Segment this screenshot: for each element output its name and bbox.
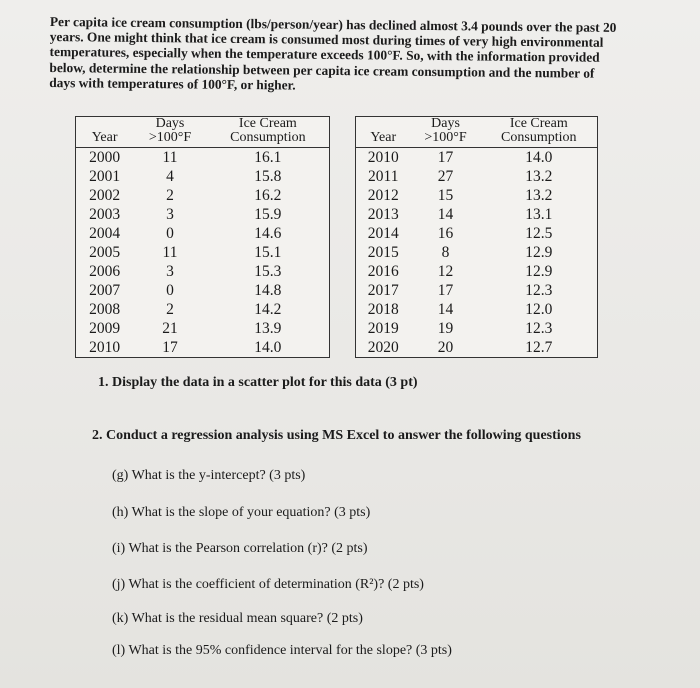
subquestion-l: (l) What is the 95% confidence interval for the slope? (3 pts) (112, 643, 452, 658)
cell-ice: 13.9 (254, 320, 282, 337)
intro-paragraph: Per capita ice cream consumption (lbs/person/year) has declined almost 3.4 pounds over the past 20 years. One might think that ice cream is consumed most during times of very high environmental temperatures, especially when the temperature exceeds 100°F. So, with the information provided below, determine the relationship between per capita ice cream consumption and the number of days with temperatures of 100°F, or higher. (49, 14, 617, 93)
cell-days: 14 (437, 206, 454, 223)
cell-ice: 16.2 (254, 187, 282, 204)
cell-days: 17 (437, 282, 454, 299)
table-row (356, 224, 598, 243)
cell-year: 2000 (89, 149, 121, 166)
table-row (76, 148, 330, 168)
table-row (356, 186, 598, 205)
table-row (76, 243, 330, 262)
cell-days: 0 (166, 282, 174, 299)
cell-year: 2015 (367, 244, 399, 261)
cell-days: 19 (437, 320, 454, 337)
table-row (356, 243, 598, 262)
cell-ice: 16.1 (254, 149, 282, 166)
cell-ice: 15.8 (254, 168, 282, 185)
table-row (356, 319, 598, 338)
cell-ice: 12.5 (525, 225, 553, 242)
header-year: Year (76, 117, 134, 148)
table-row (356, 262, 598, 281)
header-year: Year (356, 117, 411, 148)
subquestion-j: (j) What is the coefficient of determination (R²)? (2 pts) (112, 577, 424, 592)
table-header-row (76, 117, 330, 148)
cell-days: 2 (166, 301, 174, 318)
table-row (76, 205, 330, 224)
data-table-left (75, 116, 330, 358)
table-row (76, 300, 330, 319)
cell-days: 17 (437, 149, 454, 166)
cell-days: 12 (437, 263, 454, 280)
cell-year: 2016 (367, 263, 399, 280)
header-days: Days >100°F (411, 117, 481, 148)
cell-days: 27 (437, 168, 454, 185)
cell-days: 21 (162, 320, 178, 337)
header-ice-cream: Ice Cream Consumption (481, 117, 598, 148)
cell-year: 2013 (367, 206, 399, 223)
subquestion-g: (g) What is the y-intercept? (3 pts) (112, 468, 306, 483)
cell-days: 11 (162, 149, 178, 166)
cell-ice: 15.9 (254, 206, 282, 223)
cell-days: 0 (166, 225, 174, 242)
subquestion-h: (h) What is the slope of your equation? (3 pts) (112, 505, 371, 520)
cell-ice: 12.9 (525, 244, 553, 261)
table-row (356, 205, 598, 224)
cell-ice: 14.8 (254, 282, 282, 299)
cell-days: 8 (441, 244, 450, 261)
cell-ice: 15.1 (254, 244, 282, 261)
cell-year: 2019 (367, 320, 399, 337)
cell-year: 2001 (89, 168, 121, 185)
table-row (76, 281, 330, 300)
table-row (356, 300, 598, 319)
cell-days: 3 (166, 206, 174, 223)
subquestion-k: (k) What is the residual mean square? (2 pts) (112, 611, 363, 626)
cell-year: 2003 (89, 206, 121, 223)
question-1: 1. Display the data in a scatter plot for this data (3 pt) (98, 375, 418, 390)
cell-ice: 13.2 (525, 168, 553, 185)
cell-ice: 12.3 (525, 282, 553, 299)
header-days: Days >100°F (133, 117, 207, 148)
table-row (356, 281, 598, 300)
cell-days: 16 (437, 225, 454, 242)
cell-days: 20 (437, 339, 454, 356)
cell-days: 2 (166, 187, 174, 204)
table-row (356, 167, 598, 186)
cell-days: 11 (162, 244, 178, 261)
table-body-right (356, 148, 598, 358)
cell-ice: 14.2 (254, 301, 282, 318)
cell-ice: 14.0 (525, 149, 553, 166)
cell-days: 15 (437, 187, 454, 204)
cell-year: 2017 (367, 282, 399, 299)
table-row (76, 224, 330, 243)
table-row (76, 262, 330, 281)
cell-year: 2014 (367, 225, 399, 242)
cell-year: 2004 (89, 225, 121, 242)
cell-year: 2012 (367, 187, 399, 204)
table-row (76, 186, 330, 205)
cell-ice: 12.0 (525, 301, 553, 318)
cell-ice: 14.6 (254, 225, 282, 242)
header-ice-cream: Ice Cream Consumption (207, 117, 330, 148)
cell-ice: 12.7 (525, 339, 553, 356)
cell-year: 2011 (368, 168, 399, 185)
subquestion-i: (i) What is the Pearson correlation (r)? (2 pts) (112, 541, 368, 556)
cell-year: 2018 (367, 301, 399, 318)
cell-year: 2010 (367, 149, 399, 166)
table-row (356, 338, 598, 358)
cell-year: 2009 (89, 320, 121, 337)
cell-days: 14 (437, 301, 454, 318)
table-row (356, 148, 598, 168)
table-body-left (76, 148, 330, 358)
table-row (76, 338, 330, 358)
cell-days: 4 (166, 168, 174, 185)
cell-ice: 12.3 (525, 320, 553, 337)
table-header-row (356, 117, 598, 148)
table-row (76, 319, 330, 338)
cell-ice: 13.1 (525, 206, 553, 223)
data-table-right (355, 116, 598, 358)
cell-year: 2008 (89, 301, 121, 318)
question-2: 2. Conduct a regression analysis using MS Excel to answer the following questions (92, 428, 581, 443)
cell-year: 2002 (89, 187, 121, 204)
table-row (76, 167, 330, 186)
cell-ice: 15.3 (254, 263, 282, 280)
cell-year: 2010 (89, 339, 121, 356)
cell-year: 2005 (89, 244, 121, 261)
cell-year: 2020 (367, 339, 399, 356)
cell-days: 3 (166, 263, 174, 280)
cell-year: 2006 (89, 263, 121, 280)
cell-ice: 13.2 (525, 187, 553, 204)
cell-ice: 12.9 (525, 263, 553, 280)
cell-ice: 14.0 (254, 339, 282, 356)
cell-year: 2007 (89, 282, 121, 299)
cell-days: 17 (162, 339, 178, 356)
